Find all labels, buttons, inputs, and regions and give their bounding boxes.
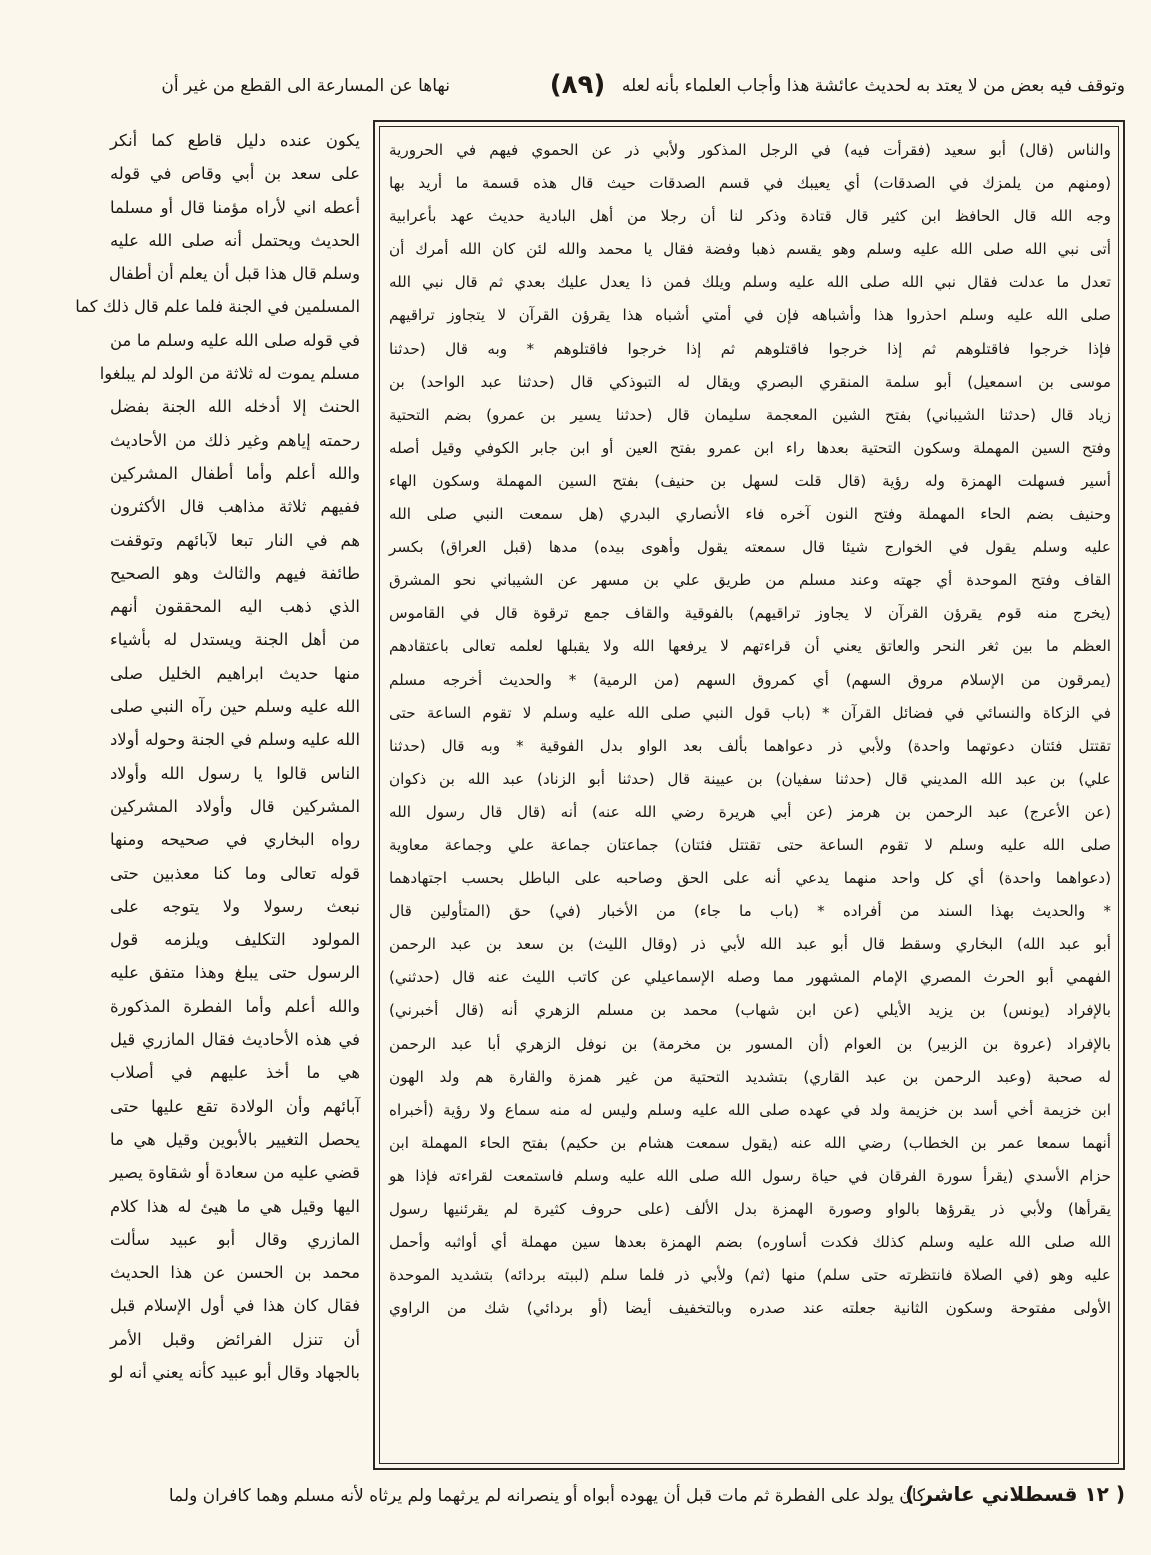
main-text-line: علي) بن عبد الله المديني قال (حدثنا سفيان) بن عيينة قال (حدثنا أبو الزناد) عبد الله بن ذكوان bbox=[389, 769, 1111, 788]
main-text-line: بالإفراد (يونس) بن يزيد الأيلي (عن ابن شهاب) محمد بن مسلم الزهري أنه (قال أخبرني) bbox=[389, 1001, 1111, 1020]
margin-text-line: مسلم يموت له ثلاثة من الولد لم يبلغوا bbox=[99, 364, 360, 384]
main-text-line: الأولى مفتوحة وسكون الثانية جعلته عند صدره وبالتخفيف أيضا (أو بردائي) شك من الراوي bbox=[389, 1299, 1111, 1318]
margin-text-line: محمد بن الحسن عن هذا الحديث bbox=[110, 1263, 360, 1283]
margin-text-line: يحصل التغيير بالأبوين وقيل هي ما bbox=[110, 1129, 360, 1149]
main-text-body bbox=[389, 134, 1111, 1325]
margin-text-line: والله أعلم وأما أطفال المشركين bbox=[110, 463, 360, 483]
main-text-line: وجه الله قال الحافظ ابن كثير قال قتادة وذكر لنا أن رجلا من أهل البادية حديث عهد بأعرابية bbox=[389, 207, 1111, 226]
margin-text-line: المسلمين في الجنة فلما علم قال ذلك كما bbox=[75, 297, 360, 317]
main-text-line: عليه وسلم يقول في الخوارج شيئا قال سمعته يقول وأهوى بيده) مدها (قبل العراق) بكسر bbox=[389, 538, 1111, 557]
header-catchline: وتوقف فيه بعض من لا يعتد به لحديث عائشة هذا وأجاب العلماء بأنه لعله bbox=[621, 76, 1125, 96]
margin-text-line: والله أعلم وأما الفطرة المذكورة bbox=[110, 996, 360, 1016]
page-footer bbox=[110, 1482, 1125, 1522]
margin-text-line: رواه البخاري في صحيحه ومنها bbox=[110, 830, 360, 850]
main-text-line: الله صلى الله عليه وسلم كذلك فكدت أساوره) بضم الهمزة بعدها سين مهملة أي أواثبه وأحمل bbox=[389, 1233, 1111, 1252]
margin-text-line: المولود التكليف ويلزمه قول bbox=[110, 930, 360, 950]
margin-text-line: بالجهاد وقال أبو عبيد كأنه يعني أنه لو bbox=[110, 1362, 360, 1382]
main-text-line: صلى الله عليه وسلم لا تقوم الساعة حتى تقتتل فئتان) جماعتان جماعة علي وجماعة معاوية bbox=[389, 835, 1111, 854]
main-text-line: والناس (قال) أبو سعيد (فقرأت فيه) في الرجل المذكور ولأبي ذر عن الحموي فيهم في الحرورية bbox=[389, 141, 1111, 159]
margin-text-line: من أهل الجنة ويستدل له بأشياء bbox=[110, 630, 360, 650]
main-text-line: الفهمي أبو الحرث المصري الإمام المشهور مما وصله الإسماعيلي عن كاتب الليث عنه قال (حدثني) bbox=[389, 968, 1111, 987]
running-header bbox=[110, 70, 1125, 114]
margin-text-line: قضي عليه من سعادة أو شقاوة يصير bbox=[110, 1163, 360, 1183]
main-text-line: صلى الله عليه وسلم احذروا هذا وأشباهه فإن في أمتي أشباه هذا يقرؤن القرآن لا يتجاوز تراقيهم bbox=[389, 306, 1111, 325]
margin-text-line: المشركين قال وأولاد المشركين bbox=[110, 796, 360, 816]
main-text-line: أتى نبي الله صلى الله عليه وسلم وهو يقسم ذهبا وفضة فقال يا محمد والله لئن كان الله أمرك أن bbox=[389, 240, 1111, 259]
main-text-line: (ومنهم من يلمزك في الصدقات) أي يعيبك في قسم الصدقات حيث قال هذه قسمة ما أريد بها bbox=[389, 174, 1111, 193]
margin-header-catchline: نهاها عن المسارعة الى القطع من غير أن bbox=[161, 76, 450, 96]
main-text-line: زياد قال (حدثنا الشيباني) بفتح الشين المعجمة سليمان قال (حدثنا يسير بن عمرو) بضم التحتية bbox=[389, 405, 1111, 424]
margin-text-line: أعطه اني لأراه مؤمنا قال أو مسلما bbox=[110, 197, 360, 217]
margin-text-line: الناس قالوا يا رسول الله وأولاد bbox=[110, 763, 360, 783]
main-text-line: (يخرج منه قوم يقرؤن القرآن لا يجاوز تراقيهم) بالفوقية والقاف جمع ترقوة قال في القاموس bbox=[389, 604, 1111, 623]
main-text-line: أبو عبد الله) البخاري وسقط قال أبو عبد الله لأبي ذر (وقال الليث) بن سعد بن عبد الرحمن bbox=[389, 935, 1111, 954]
main-text-line: تقتتل فئتان دعوتهما واحدة) ولأبي ذر دعواهما بألف بعد الواو بدل الفوقية * وبه قال (حدثنا bbox=[389, 736, 1111, 755]
main-text-line: في الزكاة والنسائي في فضائل القرآن * (باب قول النبي صلى الله عليه وسلم لا تقوم الساعة حتى bbox=[389, 703, 1111, 722]
main-text-line: (دعواهما واحدة) أي كل واحد منهما يدعي أنه على الحق وصاحبه على الباطل بحسب اجتهادهما bbox=[389, 869, 1111, 888]
main-text-line: يقرأها) ولأبي ذر يقرؤها بالواو وصورة الهمزة بدل الألف (على حروف كثيرة لم يقرئنيها رسول bbox=[389, 1200, 1111, 1218]
main-text-line: أسير فسهلت الهمزة وله رؤية (قال قلت لسهل بن حنيف) بفتح السين المهملة وسكون الهاء bbox=[389, 471, 1111, 490]
margin-text-line: الحنث إلا أدخله الله الجنة بفضل bbox=[110, 397, 360, 417]
margin-text-line: يكون عنده دليل قاطع كما أنكر bbox=[110, 131, 360, 150]
margin-text-line: فقال كان هذا في أول الإسلام قبل bbox=[110, 1296, 360, 1316]
main-text-line: القاف وفتح الموحدة أي جهته وعند مسلم من طريق علي بن مسهر عن الشيباني نحو المشرق bbox=[389, 571, 1111, 590]
main-text-line: ابن خزيمة أخي أسد بن خزيمة ولد في عهده صلى الله عليه وسلم وليس له منه سماع ولا رؤية (أخبراه bbox=[389, 1100, 1111, 1119]
margin-text-line: على سعد بن أبي وقاص في قوله bbox=[110, 164, 360, 184]
margin-text-line: في هذه الأحاديث فقال المازري قيل bbox=[110, 1030, 360, 1050]
main-text-line: بالإفراد (عروة بن الزبير) بن العوام (أن المسور بن مخرمة) بن نوفل الزهري أبا عبد الرحمن bbox=[389, 1034, 1111, 1053]
main-text-line: أنهما سمعا عمر بن الخطاب) رضي الله عنه (يقول سمعت هشام بن حكيم) بفتح الحاء المهملة ابن bbox=[389, 1133, 1111, 1152]
signature-mark: ( ١٢ قسطلاني عاشر ) bbox=[905, 1482, 1125, 1506]
main-text-frame bbox=[373, 120, 1125, 1470]
margin-text-line: رحمته إياهم وغير ذلك من الأحاديث bbox=[110, 430, 360, 450]
margin-text-line: آبائهم وأن الولادة تقع عليها حتى bbox=[110, 1096, 360, 1116]
margin-text-line: وسلم قال هذا قبل أن يعلم أن أطفال bbox=[109, 264, 360, 284]
main-text-line: عليه وهو (في الصلاة فانتظرته حتى سلم) منها (ثم) ولأبي ذر فلما سلم (لببته بردائه) بتشديد الموحدة bbox=[389, 1266, 1111, 1285]
margin-text-line: أن تنزل الفرائض وقبل الأمر bbox=[110, 1329, 360, 1349]
margin-text-line: هي ما أخذ عليهم في أصلاب bbox=[110, 1063, 360, 1083]
margin-text-line: الذي ذهب اليه المحققون أنهم bbox=[110, 597, 360, 617]
margin-text-line: اليها وقيل هي ما هيئ له هذا كلام bbox=[110, 1196, 360, 1216]
main-text-line: وحنيف بضم الحاء المهملة وفتح النون آخره فاء الأنصاري البدري (هل سمعت النبي صلى الله bbox=[389, 505, 1111, 524]
main-text-line: العظم ما بين ثغر النحر والعاتق يعني أن قراءتهم لا يرفعها الله ولا يقبلها لعلمه تعالى باعتقادهم bbox=[389, 637, 1111, 656]
margin-text-line: المازري وقال أبو عبيد سألت bbox=[110, 1229, 360, 1249]
main-text-line: حزام الأسدي (يقرأ سورة الفرقان في حياة رسول الله صلى الله عليه وسلم فاستمعت لقراءته فإذا هو bbox=[389, 1166, 1111, 1185]
margin-text-line: هم في النار تبعا لآبائهم وتوقفت bbox=[110, 530, 360, 550]
margin-text-line: طائفة فيهم والثالث وهو الصحيح bbox=[110, 563, 360, 583]
main-text-line: وفتح السين المهملة وسكون التحتية بعدها راء ابن عمرو بفتح العين أو ابن جابر الكوفي وقيل أصله bbox=[389, 438, 1111, 457]
main-text-line: (عن الأعرج) عبد الرحمن بن هرمز (عن أبي هريرة رضي الله عنه) أنه (قال قال رسول الله bbox=[389, 802, 1111, 821]
main-text-line: * والحديث بهذا السند من أفراده * (باب ما جاء) من الأخبار (في) حق (المتأولين قال bbox=[389, 902, 1111, 921]
page-number: (٨٩) bbox=[549, 70, 606, 100]
margin-text-line: الله عليه وسلم في الجنة وحوله أولاد bbox=[110, 730, 360, 750]
main-text-line: (يمرقون من الإسلام مروق السهم) أي كمروق السهم (من الرمية) * والحديث أخرجه مسلم bbox=[389, 670, 1111, 689]
margin-text-line: في قوله صلى الله عليه وسلم ما من bbox=[110, 330, 360, 350]
main-text-line: تعدل ما عدلت فقال نبي الله صلى الله عليه وسلم ويلك فمن ذا يعدل عليك بعدي ثم قال نبي الله bbox=[389, 273, 1111, 292]
main-text-line: موسى بن اسمعيل) أبو سلمة المنقري البصري ويقال له التبوذكي قال (حدثنا عبد الواحد) بن bbox=[389, 372, 1111, 391]
margin-text-line: منها حديث ابراهيم الخليل صلى bbox=[110, 663, 360, 683]
margin-text-line: قوله تعالى وما كنا معذبين حتى bbox=[110, 863, 360, 883]
margin-commentary bbox=[75, 124, 360, 1389]
main-text-line: فإذا خرجوا فاقتلوهم ثم إذا خرجوا فاقتلوهم ثم إذا خرجوا فاقتلوهم * وبه قال (حدثنا bbox=[389, 339, 1111, 358]
margin-text-line: الله عليه وسلم حين رآه النبي صلى bbox=[110, 697, 360, 717]
main-text-line: له صحبة (وعبد الرحمن بن عبد القاري) بتشديد التحتية من غير همزة والقارة هم ولد الهون bbox=[389, 1067, 1111, 1086]
margin-text-line: الرسول حتى يبلغ وهذا متفق عليه bbox=[110, 963, 360, 983]
margin-text-line: الحديث ويحتمل أنه صلى الله عليه bbox=[110, 230, 360, 250]
footer-continuation: كان يولد على الفطرة ثم مات قبل أن يهوده أبواه أو ينصرانه لم يرثهما ولم يرثاه لأنه مسلم وهما كافران ولما bbox=[168, 1486, 925, 1506]
margin-text-line: ففيهم ثلاثة مذاهب قال الأكثرون bbox=[110, 497, 360, 517]
margin-text-line: نبعث رسولا ولا يتوجه على bbox=[110, 896, 360, 916]
